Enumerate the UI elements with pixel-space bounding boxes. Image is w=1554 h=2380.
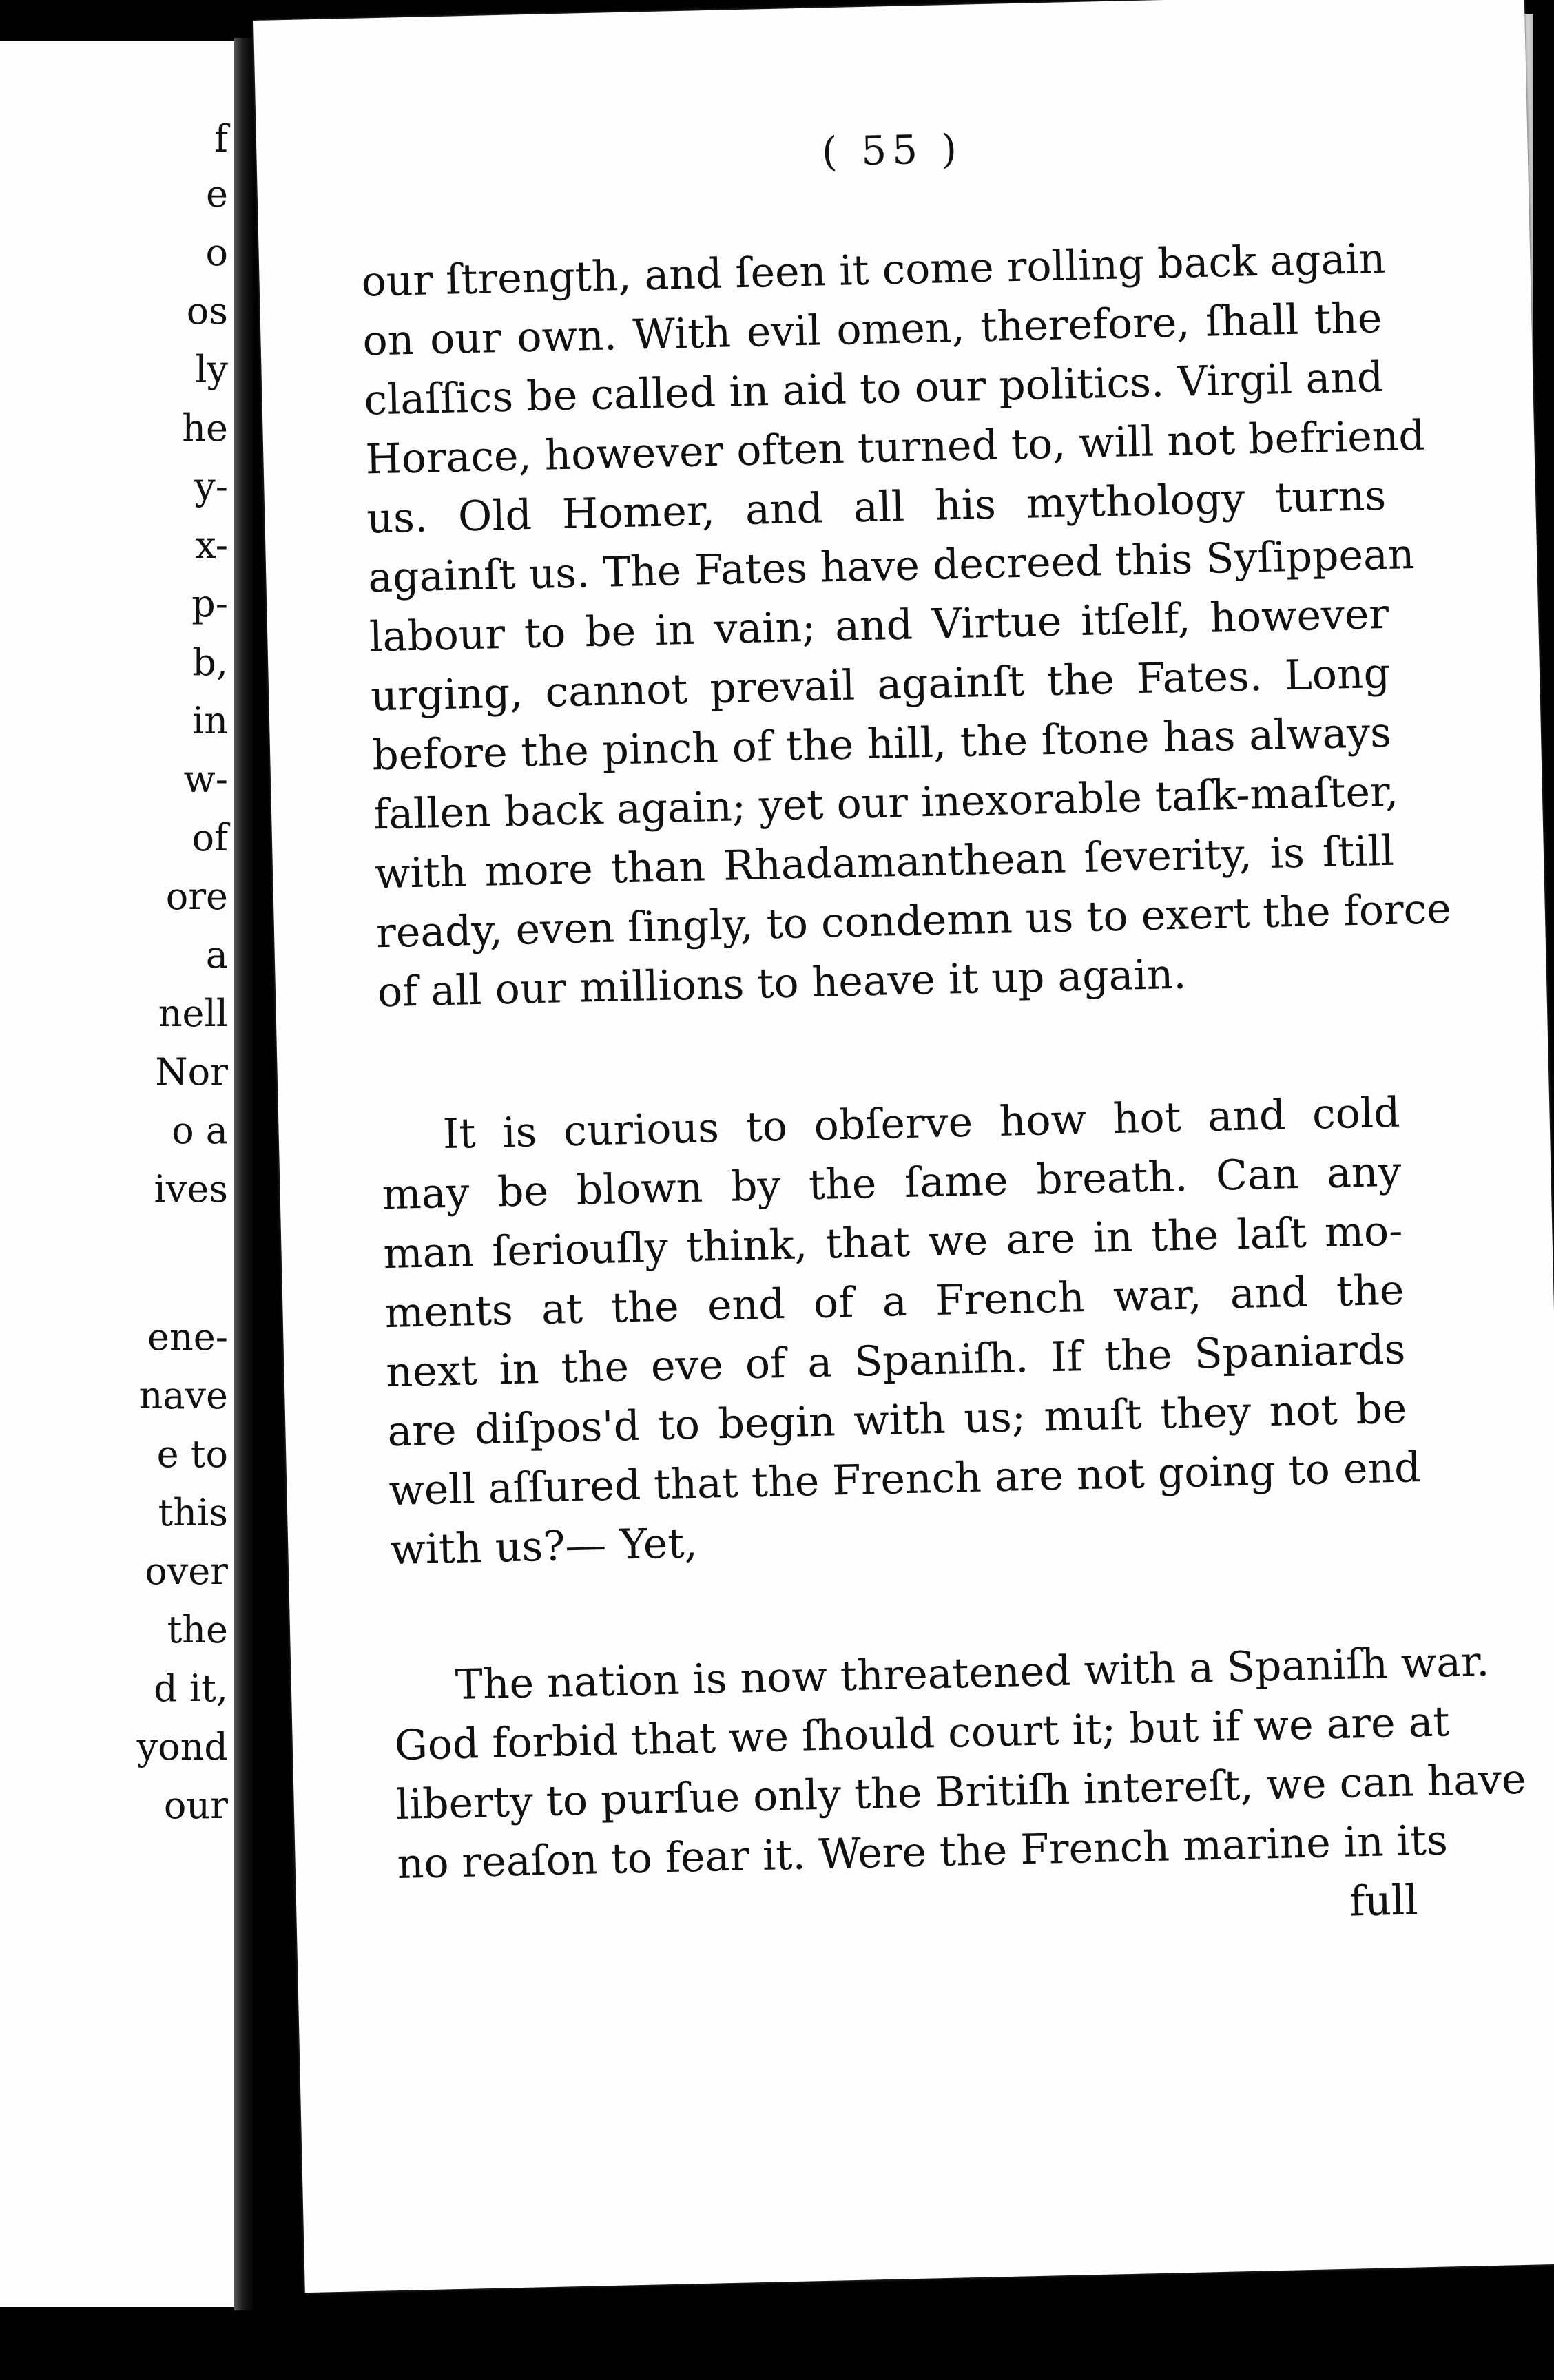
text-line: liberty to purſue only the Britiſh intereſt, we can have [395, 1755, 1527, 1829]
left-fragment: y- [194, 465, 228, 508]
text-line: It is curious to obſerve how hot and cold [442, 1088, 1401, 1159]
left-fragment: d it, [154, 1667, 228, 1710]
left-fragment: ene- [147, 1315, 228, 1359]
text-line: may be blown by the ſame breath. Can any [381, 1147, 1402, 1220]
left-fragment: nave [138, 1374, 228, 1417]
book-gutter [234, 38, 255, 2310]
paragraph [393, 1633, 1527, 1952]
left-fragment: f [214, 117, 228, 160]
text-line: fallen back again; yet our inexorable taſk-maſter, [373, 767, 1399, 839]
text-line: on our own. With evil omen, therefore, ſhall the [362, 293, 1383, 366]
left-fragment: o a [172, 1109, 228, 1152]
text-line: labour to be in vain; and Virtue itſelf, however [369, 589, 1389, 662]
paragraph [380, 1083, 1422, 1580]
left-fragment: p- [191, 582, 228, 625]
left-fragment: e [206, 172, 228, 216]
book-page [253, 0, 1554, 2293]
left-fragment: ore [165, 875, 228, 918]
left-fragment: o [205, 231, 228, 274]
text-line: God forbid that we ſhould court it; but if we are at [394, 1698, 1451, 1770]
left-fragment: nell [158, 992, 228, 1035]
left-fragment: over [145, 1549, 228, 1593]
catchword: full [1349, 1876, 1419, 1926]
text-line: ments at the end of a French war, and the [384, 1266, 1405, 1338]
text-line: with us?— Yet, [389, 1518, 698, 1575]
left-fragment: of [191, 816, 228, 859]
page-number: ( 55 ) [821, 125, 963, 176]
paragraph [360, 229, 1452, 1022]
left-fragment: os [186, 289, 228, 333]
text-line: us. Old Homer, and all his mythology turns [366, 471, 1387, 543]
text-line: of all our millions to heave it up again. [377, 950, 1188, 1017]
text-line: well aſſured that the French are not going to end [388, 1443, 1422, 1516]
text-line: no reaſon to fear it. Were the French marine in its [396, 1816, 1449, 1888]
previous-page-sliver [0, 41, 238, 2307]
text-line: claſſics be called in aid to our politics. Virgil and [363, 353, 1384, 425]
left-fragment: a [205, 933, 228, 977]
text-line: urging, cannot prevail againſt the Fates. Long [370, 649, 1391, 721]
text-line: our ſtrength, and ſeen it come rolling back again [360, 234, 1386, 306]
text-line: with more than Rhadamanthean ſeverity, is ſtill [374, 826, 1395, 899]
left-fragment: the [167, 1608, 228, 1651]
text-line: next in the eve of a Spaniſh. If the Spaniards [385, 1325, 1407, 1397]
text-line: The nation is now threatened with a Spaniſh war. [455, 1637, 1490, 1709]
text-line: ready, even ſingly, to condemn us to exert the force [375, 884, 1452, 958]
left-fragment: Nor [155, 1050, 228, 1094]
left-fragment: w- [183, 758, 228, 801]
left-fragment: this [158, 1491, 228, 1534]
left-fragment: yond [136, 1725, 228, 1768]
left-fragment: in [191, 699, 228, 742]
left-fragment: e to [156, 1432, 228, 1476]
left-fragment: b, [192, 640, 228, 684]
text-line: are diſpos'd to begin with us; muſt they not be [386, 1384, 1407, 1457]
left-fragment: he [182, 406, 228, 450]
left-fragment: ly [195, 348, 228, 391]
left-fragment: our [163, 1784, 228, 1827]
left-fragment: x- [195, 523, 228, 567]
text-line: before the pinch of the hill, the ſtone has always [371, 708, 1392, 780]
text-line: againſt us. The Fates have decreed this Syſippean [367, 530, 1416, 603]
text-line: Horace, however often turned to, will not befriend [364, 411, 1426, 484]
left-fragment: ives [154, 1167, 228, 1211]
text-line: man ſeriouſly think, that we are in the laſt mo- [382, 1207, 1404, 1279]
